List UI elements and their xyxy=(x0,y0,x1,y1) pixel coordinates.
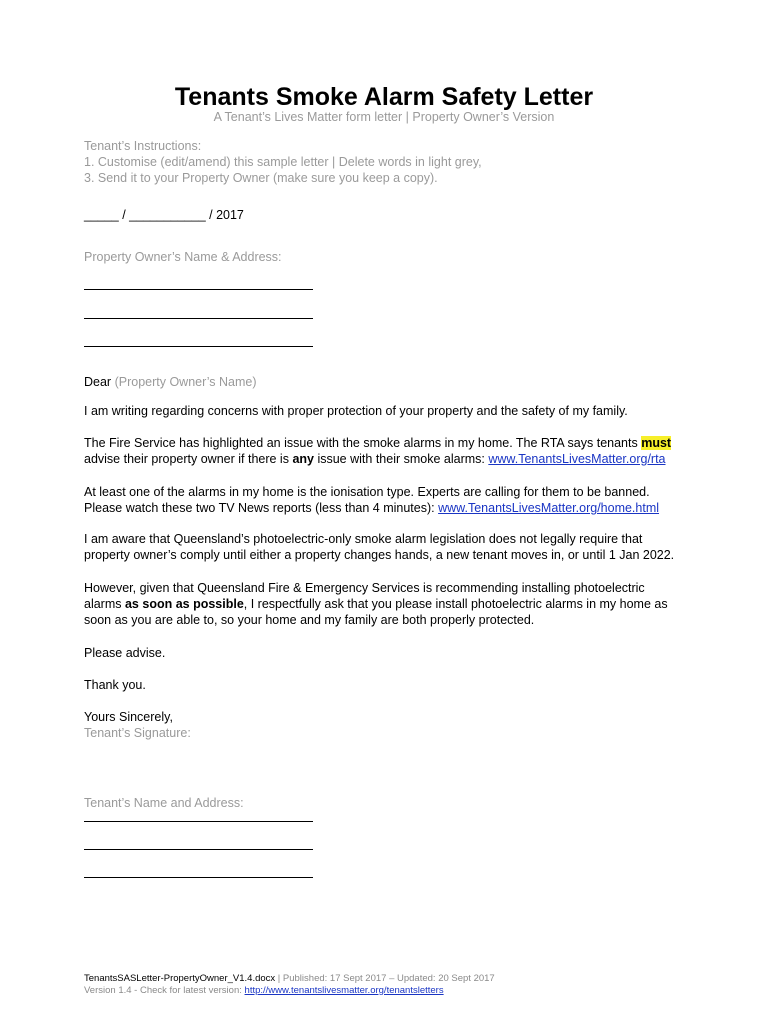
signature-label: Tenant’s Signature: xyxy=(84,726,191,740)
paragraph-4 xyxy=(84,531,704,563)
footer-version-link[interactable]: http://www.tenantslivesmatter.org/tenantsletters xyxy=(244,984,444,996)
page-footer xyxy=(84,973,704,996)
any-bold: any xyxy=(292,452,314,466)
p5-line-2a: alarms xyxy=(84,597,125,611)
p4-line-2: property owner’s comply until either a property changes hands, a new tenant moves in, or until 1 Jan 2022. xyxy=(84,548,675,562)
paragraph-1: I am writing regarding concerns with proper protection of your property and the safety of my family. xyxy=(84,404,628,418)
tenant-instructions xyxy=(84,138,704,186)
owner-address-line-1[interactable] xyxy=(84,289,704,290)
instructions-heading: Tenant’s Instructions: xyxy=(84,139,202,153)
owner-address-label: Property Owner’s Name & Address: xyxy=(84,250,282,264)
tenant-address-label: Tenant’s Name and Address: xyxy=(84,796,244,810)
footer-filename: TenantsSASLetter-PropertyOwner_V1.4.docx xyxy=(84,973,276,984)
paragraph-7: Thank you. xyxy=(84,678,146,692)
p2-text-1: The Fire Service has highlighted an issue with the smoke alarms in my home. The RTA says tenants xyxy=(84,436,642,450)
date-line[interactable]: _____ / ___________ / 2017 xyxy=(84,208,244,222)
tenant-address-line-3[interactable] xyxy=(84,877,704,878)
tenant-address-line-2[interactable] xyxy=(84,849,704,850)
p5-line-2b: , I respectfully ask that you please install photoelectric alarms in my home as xyxy=(243,597,668,611)
owner-name-placeholder: (Property Owner’s Name) xyxy=(114,375,257,389)
letter-subtitle: A Tenant’s Lives Matter form letter | Property Owner’s Version xyxy=(213,110,555,124)
owner-address-line-3[interactable] xyxy=(84,346,704,347)
paragraph-2 xyxy=(84,435,704,467)
instructions-line-2: 3. Send it to your Property Owner (make sure you keep a copy). xyxy=(84,171,438,185)
instructions-line-1: 1. Customise (edit/amend) this sample letter | Delete words in light grey, xyxy=(84,155,482,169)
p3-line-2: Please watch these two TV News reports (less than 4 minutes): xyxy=(84,501,439,515)
p2-text-3: issue with their smoke alarms: xyxy=(313,452,489,466)
p3-line-1: At least one of the alarms in my home is the ionisation type. Experts are calling for them to be banned. xyxy=(84,485,650,499)
paragraph-6: Please advise. xyxy=(84,646,166,660)
footer-separator: | xyxy=(275,973,283,984)
rta-link[interactable]: www.TenantsLivesMatter.org/rta xyxy=(488,452,666,466)
must-highlight: must xyxy=(641,436,672,450)
paragraph-3 xyxy=(84,484,704,516)
salutation-dear: Dear xyxy=(84,375,112,389)
footer-published: Published: 17 Sept 2017 – Updated: 20 Sept 2017 xyxy=(282,973,495,984)
home-link[interactable]: www.TenantsLivesMatter.org/home.html xyxy=(438,501,660,515)
asap-bold: as soon as possible xyxy=(124,597,244,611)
letter-title: Tenants Smoke Alarm Safety Letter xyxy=(174,83,594,111)
p2-text-2: advise their property owner if there is xyxy=(84,452,293,466)
owner-address-line-2[interactable] xyxy=(84,318,704,319)
sign-off: Yours Sincerely, xyxy=(84,710,173,724)
footer-version: Version 1.4 - Check for latest version: xyxy=(84,984,245,996)
tenant-address-line-1[interactable] xyxy=(84,821,704,822)
p5-line-3: soon as you are able to, so your home and my family are both properly protected. xyxy=(84,613,535,627)
salutation xyxy=(84,374,704,390)
p5-line-1: However, given that Queensland Fire & Emergency Services is recommending installing photoelectric xyxy=(84,581,645,595)
paragraph-5 xyxy=(84,580,704,628)
p4-line-1: I am aware that Queensland’s photoelectric-only smoke alarm legislation does not legally require that xyxy=(84,532,643,546)
